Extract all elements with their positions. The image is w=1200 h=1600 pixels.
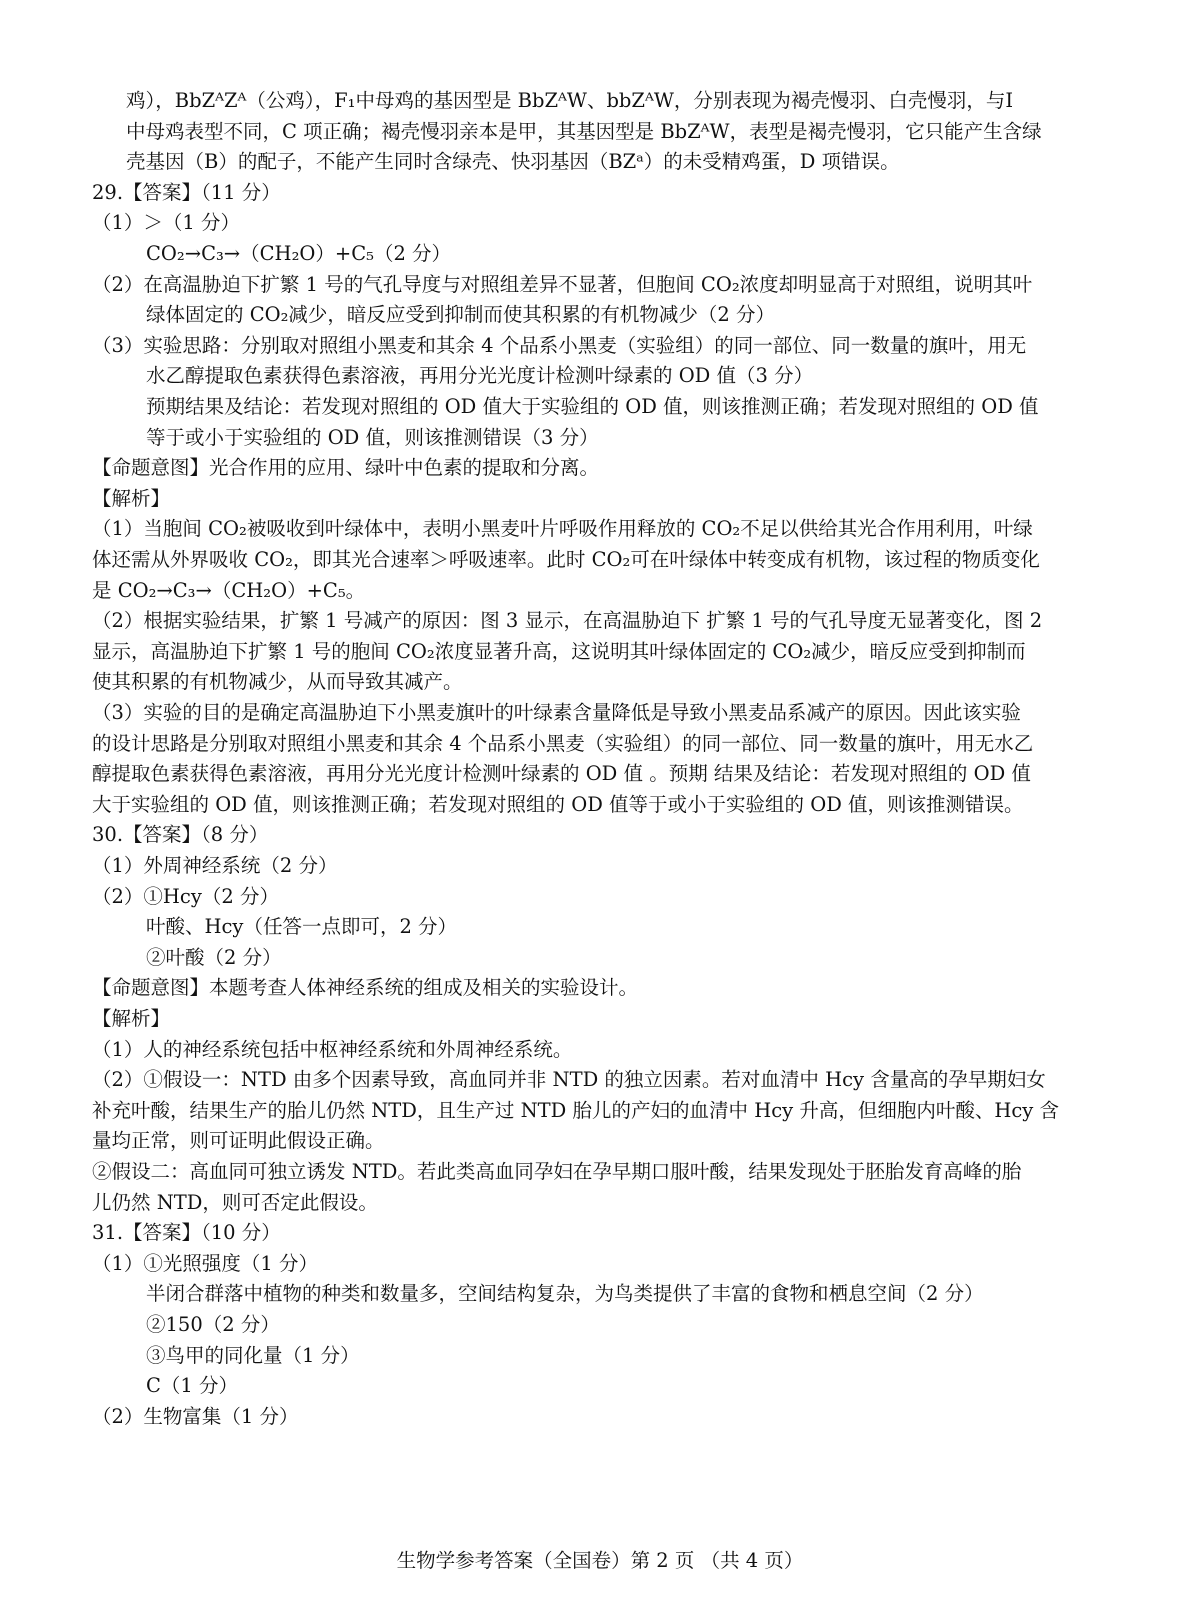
- text-line: 补充叶酸，结果生产的胎儿仍然 NTD，且生产过 NTD 胎儿的产妇的血清中 Hcy 升高，但细胞内叶酸、Hcy 含: [92, 1098, 1059, 1122]
- text-line: （1）＞（1 分）: [92, 211, 241, 235]
- text-line: 【命题意图】光合作用的应用、绿叶中色素的提取和分离。: [92, 456, 600, 480]
- text-line: （1）人的神经系统包括中枢神经系统和外周神经系统。: [92, 1037, 573, 1061]
- text-line: 【解析】: [92, 486, 171, 510]
- text-line: （2）①Hcy（2 分）: [92, 884, 279, 908]
- text-line: 壳基因（B）的配子，不能产生同时含绿壳、快羽基因（BZᵃ）的未受精鸡蛋，D 项错误。: [126, 150, 900, 174]
- page-footer: 生物学参考答案（全国卷）第 2 页 （共 4 页）: [396, 1549, 804, 1572]
- text-line: 的设计思路是分别取对照组小黑麦和其余 4 个品系小黑麦（实验组）的同一部位、同一数量的旗叶，用无水乙: [92, 731, 1034, 755]
- text-line: 鸡），BbZᴬZᴬ（公鸡），F₁中母鸡的基因型是 BbZᴬW、bbZᴬW，分别表现为褐壳慢羽、白壳慢羽，与Ⅰ: [126, 89, 1014, 112]
- text-line: 预期结果及结论：若发现对照组的 OD 值大于实验组的 OD 值，则该推测正确；若发现对照组的 OD 值: [146, 395, 1039, 418]
- text-line: 醇提取色素获得色素溶液，再用分光光度计检测叶绿素的 OD 值 。预期 结果及结论：若发现对照组的 OD 值: [92, 762, 1031, 786]
- text-line: ③鸟甲的同化量（1 分）: [146, 1343, 360, 1367]
- text-line: 31.【答案】（10 分）: [92, 1221, 281, 1245]
- text-line: CO₂→C₃→（CH₂O）+C₅（2 分）: [146, 242, 452, 265]
- text-line: 大于实验组的 OD 值，则该推测正确；若发现对照组的 OD 值等于或小于实验组的 OD 值，则该推测错误。: [92, 792, 1024, 816]
- text-line: 【解析】: [92, 1007, 171, 1030]
- text-line: （3）实验的目的是确定高温胁迫下小黑麦旗叶的叶绿素含量降低是导致小黑麦品系减产的原因。因此该实验: [92, 701, 1021, 724]
- text-line: C（1 分）: [146, 1374, 239, 1398]
- text-line: （2）在高温胁迫下扩繁 1 号的气孔导度与对照组差异不显著，但胞间 CO₂浓度却明显高于对照组，说明其叶: [92, 272, 1033, 296]
- text-line: （1）外周神经系统（2 分）: [92, 854, 338, 877]
- text-line: 等于或小于实验组的 OD 值，则该推测错误（3 分）: [146, 425, 599, 449]
- text-line: 体还需从外界吸收 CO₂，即其光合速率＞呼吸速率。此时 CO₂可在叶绿体中转变成有机物，该过程的物质变化: [92, 548, 1040, 571]
- text-line: （1）①光照强度（1 分）: [92, 1251, 319, 1275]
- text-line: 中母鸡表型不同，C 项正确；褐壳慢羽亲本是甲，其基因型是 BbZᴬW，表型是褐壳慢羽，它只能产生含绿: [126, 119, 1042, 143]
- text-line: 29.【答案】（11 分）: [92, 180, 281, 204]
- text-line: ②假设二：高血同可独立诱发 NTD。若此类高血同孕妇在孕早期口服叶酸，结果发现处于胚胎发育高峰的胎: [92, 1160, 1022, 1183]
- text-line: （1）当胞间 CO₂被吸收到叶绿体中，表明小黑麦叶片呼吸作用释放的 CO₂不足以供给其光合作用利用，叶绿: [92, 517, 1033, 541]
- text-line: 是 CO₂→C₃→（CH₂O）+C₅。: [92, 578, 366, 602]
- text-line: ②叶酸（2 分）: [146, 945, 282, 969]
- text-line: 儿仍然 NTD，则可否定此假设。: [92, 1190, 378, 1214]
- text-line: 绿体固定的 CO₂减少，暗反应受到抑制而使其积累的有机物减少（2 分）: [146, 303, 776, 327]
- text-line: ②150（2 分）: [146, 1313, 280, 1336]
- text-line: 半闭合群落中植物的种类和数量多，空间结构复杂，为鸟类提供了丰富的食物和栖息空间（2 分）: [146, 1282, 984, 1306]
- text-line: 使其积累的有机物减少，从而导致其减产。: [92, 670, 463, 694]
- text-line: 显示，高温胁迫下扩繁 1 号的胞间 CO₂浓度显著升高，这说明其叶绿体固定的 CO₂减少，暗反应受到抑制而: [92, 639, 1026, 663]
- text-line: 量均正常，则可证明此假设正确。: [92, 1129, 385, 1153]
- text-line: （3）实验思路：分别取对照组小黑麦和其余 4 个品系小黑麦（实验组）的同一部位、同一数量的旗叶，用无: [92, 333, 1027, 357]
- text-line: （2）根据实验结果，扩繁 1 号减产的原因：图 3 显示，在高温胁迫下 扩繁 1 号的气孔导度无显著变化，图 2: [92, 609, 1043, 633]
- text-line: （2）生物富集（1 分）: [92, 1404, 299, 1428]
- text-line: 【命题意图】本题考查人体神经系统的组成及相关的实验设计。: [92, 976, 639, 1000]
- text-line: （2）①假设一：NTD 由多个因素导致，高血同并非 NTD 的独立因素。若对血清中 Hcy 含量高的孕早期妇女: [92, 1068, 1046, 1092]
- text-line: 水乙醇提取色素获得色素溶液，再用分光光度计检测叶绿素的 OD 值（3 分）: [146, 364, 814, 388]
- text-line: 30.【答案】（8 分）: [92, 823, 269, 847]
- text-line: 叶酸、Hcy（任答一点即可，2 分）: [146, 915, 458, 939]
